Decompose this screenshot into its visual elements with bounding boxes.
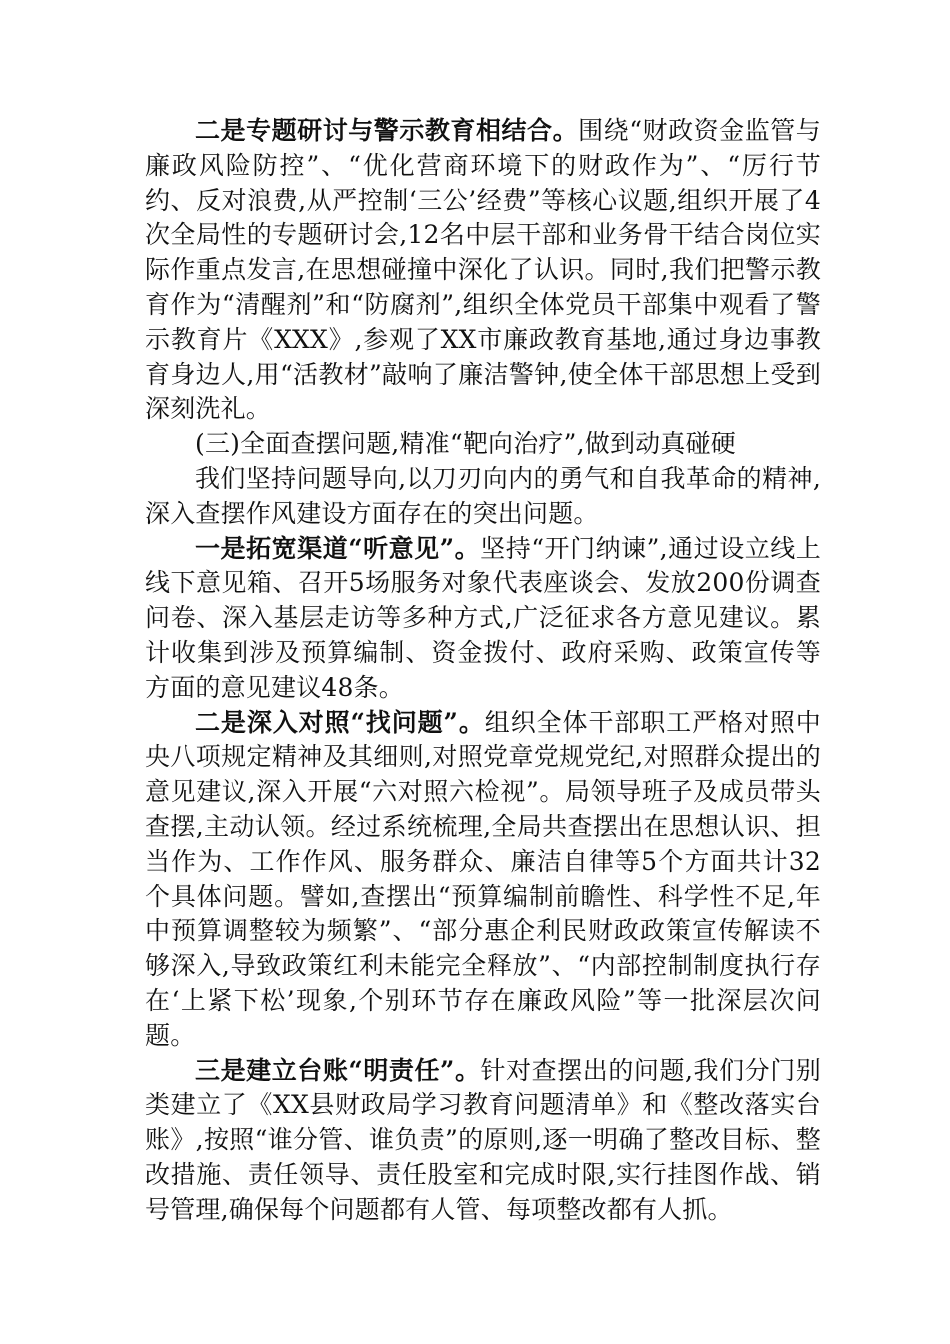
paragraph-problem-orientation xyxy=(145,462,821,532)
paragraph-text: 我们坚持问题导向,以刀刃向内的勇气和自我革命的精神,深入查摆作风建设方面存在的突出问题。 xyxy=(145,463,821,528)
paragraph-lead: 二是深入对照“找问题”。 xyxy=(195,707,485,737)
paragraph-seminar-warning-education xyxy=(145,114,821,427)
paragraph-text: 围绕“财政资金监管与廉政风险防控”、“优化营商环境下的财政作为”、“厉行节约、反对浪费,从严控制‘三公’经费”等核心议题,组织开展了4次全局性的专题研讨会,12名中层干部和业务骨干结合岗位实际作重点发言,在思想碰撞中深化了认识。同时,我们把警示教育作为“清醒剂”和“防腐剂”,组织全体党员干部集中观看了警示教育片《XXX》,参观了XX市廉政教育基地,通过身边事教育身边人,用“活教材”敲响了廉洁警钟,使全体干部思想上受到深刻洗礼。 xyxy=(145,116,821,424)
paragraph-find-problems xyxy=(145,706,821,1054)
paragraph-text: (三)全面查摆问题,精准“靶向治疗”,做到动真碰硬 xyxy=(195,429,736,459)
paragraph-lead: 二是专题研讨与警示教育相结合。 xyxy=(195,116,579,145)
paragraph-text: 坚持“开门纳谏”,通过设立线上线下意见箱、召开5场服务对象代表座谈会、发放200份调查问卷、深入基层走访等多种方式,广泛征求各方意见建议。累计收集到涉及预算编制、资金拨付、政府采购、政策宣传等方面的意见建议48条。 xyxy=(145,533,821,702)
paragraph-ledger-responsibility xyxy=(145,1054,821,1228)
paragraph-text: 针对查摆出的问题,我们分门别类建立了《XX县财政局学习教育问题清单》和《整改落实台账》,按照“谁分管、谁负责”的原则,逐一明确了整改目标、整改措施、责任领导、责任股室和完成时限,实行挂图作战、销号管理,确保每个问题都有人管、每项整改都有人抓。 xyxy=(145,1055,821,1224)
paragraph-lead: 三是建立台账“明责任”。 xyxy=(195,1055,481,1085)
paragraph-listen-opinions xyxy=(145,532,821,706)
paragraph-lead: 一是拓宽渠道“听意见”。 xyxy=(195,533,481,563)
paragraph-text: 组织全体干部职工严格对照中央八项规定精神及其细则,对照党章党规党纪,对照群众提出的意见建议,深入开展“六对照六检视”。局领导班子及成员带头查摆,主动认领。经过系统梳理,全局共查摆出在思想认识、担当作为、工作作风、服务群众、廉洁自律等5个方面共计32个具体问题。譬如,查摆出“预算编制前瞻性、科学性不足,年中预算调整较为频繁”、“部分惠企利民财政政策宣传解读不够深入,导致政策红利未能完全释放”、“内部控制制度执行存在‘上紧下松’现象,个别环节存在廉政风险”等一批深层次问题。 xyxy=(145,707,821,1050)
section-heading-three xyxy=(145,427,821,462)
document-body xyxy=(145,114,821,1228)
